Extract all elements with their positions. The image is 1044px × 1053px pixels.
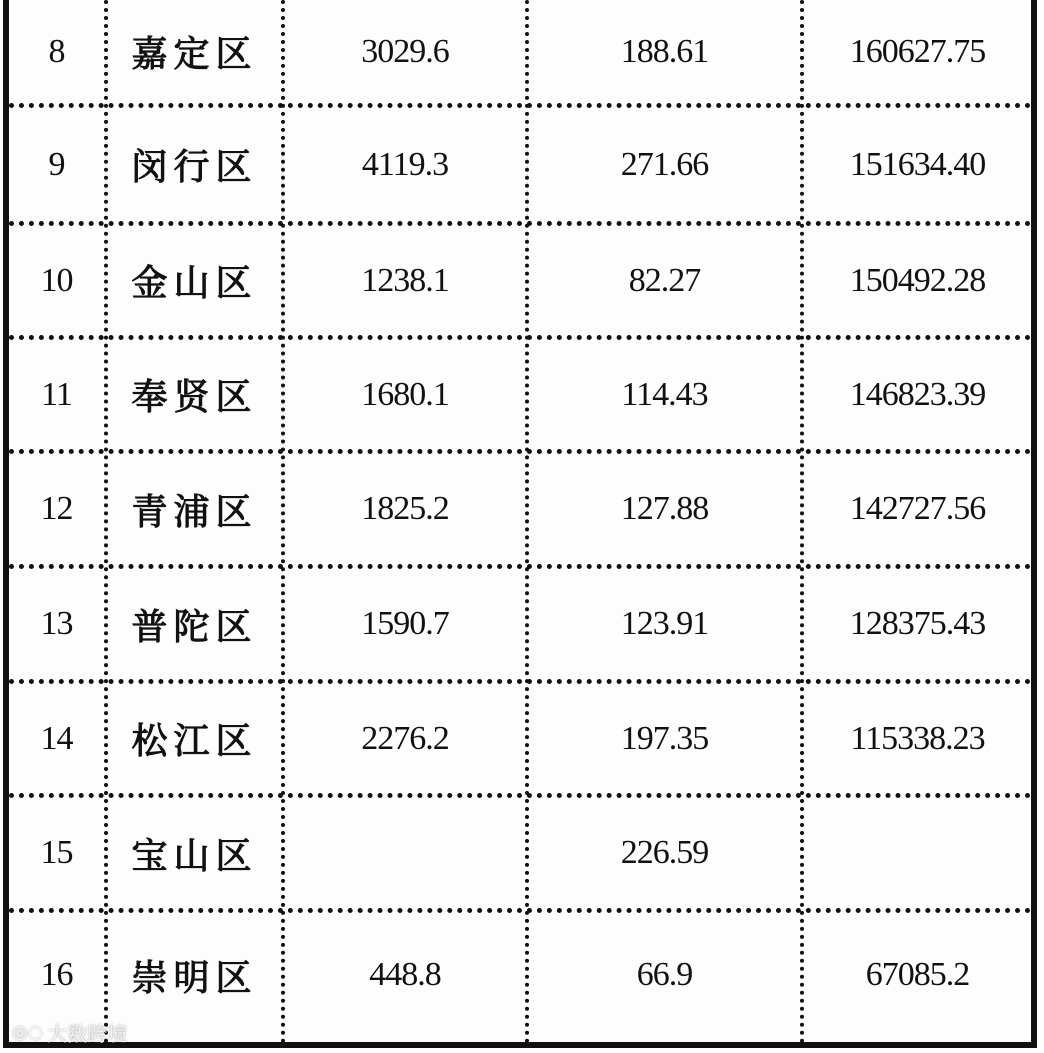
- watermark: [12, 1018, 127, 1047]
- per-capita-cell: 142727.56: [849, 490, 986, 527]
- rank-cell: 12: [40, 490, 73, 527]
- district-cell: 嘉定区: [131, 33, 258, 75]
- district-cell: 普陀区: [131, 605, 258, 648]
- rank-cell: 10: [40, 261, 73, 299]
- district-cell: 青浦区: [131, 490, 258, 533]
- population-cell: 226.59: [620, 834, 709, 871]
- gdp-cell: 1825.2: [361, 490, 449, 527]
- population-cell: 127.88: [620, 490, 709, 527]
- weibo-logo-icon: ◎◌: [12, 1022, 44, 1043]
- district-cell: 金山区: [131, 262, 258, 304]
- table-border-bottom: [3, 1042, 1037, 1048]
- gdp-cell: 1590.7: [361, 605, 449, 642]
- rank-cell: 11: [41, 375, 72, 413]
- table-border-right: [1031, 0, 1037, 1048]
- per-capita-cell: 115338.23: [850, 719, 985, 757]
- rank-cell: 9: [48, 145, 65, 183]
- population-cell: 197.35: [620, 719, 709, 757]
- population-cell: 66.9: [636, 956, 693, 993]
- gdp-cell: 448.8: [369, 956, 441, 993]
- gdp-cell: 1238.1: [361, 261, 449, 299]
- gdp-cell: 1680.1: [361, 375, 449, 413]
- per-capita-cell: [804, 798, 1031, 908]
- population-cell: 114.43: [621, 375, 708, 413]
- rank-cell: 16: [40, 956, 73, 993]
- district-cell: 闵行区: [131, 146, 258, 188]
- district-cell: 奉贤区: [131, 376, 258, 418]
- gdp-cell: 4119.3: [361, 145, 449, 183]
- population-cell: 82.27: [628, 261, 701, 299]
- district-cell: 崇明区: [131, 956, 258, 999]
- rank-cell: 14: [40, 719, 73, 757]
- gdp-cell: 2276.2: [361, 719, 449, 757]
- district-cell: 宝山区: [131, 834, 258, 877]
- per-capita-cell: 160627.75: [849, 32, 986, 70]
- rank-cell: 8: [48, 32, 65, 70]
- watermark-text: 大数跨境: [47, 1022, 128, 1046]
- per-capita-cell: 151634.40: [849, 145, 986, 183]
- gdp-cell: 3029.6: [361, 32, 449, 70]
- per-capita-cell: 150492.28: [849, 261, 986, 299]
- district-cell: 松江区: [131, 720, 258, 762]
- population-cell: 123.91: [620, 605, 709, 642]
- population-cell: 188.61: [620, 32, 709, 70]
- rank-cell: 15: [40, 834, 73, 871]
- per-capita-cell: 128375.43: [849, 605, 986, 642]
- population-cell: 271.66: [620, 145, 709, 183]
- rank-cell: 13: [40, 605, 73, 642]
- gdp-cell: [285, 798, 525, 908]
- per-capita-cell: 67085.2: [865, 956, 970, 993]
- per-capita-cell: 146823.39: [849, 375, 986, 413]
